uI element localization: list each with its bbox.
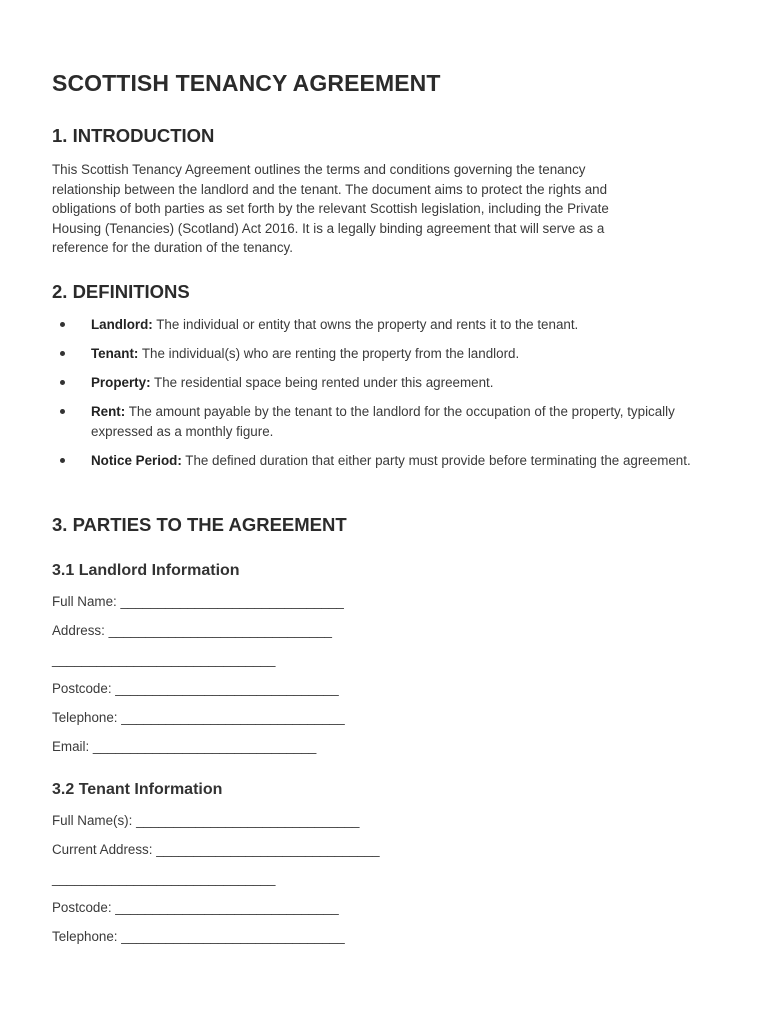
intro-line: This Scottish Tenancy Agreement outlines the terms and conditions governing the tenancy [52, 162, 586, 177]
definition-item [52, 451, 717, 471]
bullet-icon [60, 351, 65, 356]
intro-line: obligations of both parties as set forth by the relevant Scottish legislation, including the Private [52, 201, 609, 217]
definition-term: Rent: [91, 404, 126, 420]
intro-line: Housing (Tenancies) (Scotland) Act 2016. It is a legally binding agreement that will serve as a [52, 220, 605, 236]
bullet-icon [60, 380, 65, 385]
tenant-full-names-field[interactable]: Full Name(s): ______________________________ [52, 813, 360, 828]
landlord-full-name-field[interactable]: Full Name: ______________________________ [52, 594, 344, 609]
bullet-icon [60, 458, 65, 463]
definition-item [52, 373, 717, 393]
introduction-paragraph [52, 160, 702, 258]
definition-text: The individual or entity that owns the property and rents it to the tenant. [152, 317, 579, 332]
section-heading-definitions: 2. DEFINITIONS [52, 281, 190, 302]
intro-line: relationship between the landlord and the tenant. The document aims to protect the rights and [52, 181, 608, 197]
definition-text: The amount payable by the tenant to the landlord for the occupation of the property, typically expressed as a monthly figure. [91, 404, 675, 439]
bullet-icon [60, 409, 65, 414]
definitions-list [52, 315, 717, 480]
definition-term: Property: [91, 375, 151, 391]
section-heading-introduction: 1. INTRODUCTION [52, 125, 215, 146]
section-heading-parties: 3. PARTIES TO THE AGREEMENT [52, 514, 347, 535]
definition-text: The individual(s) who are renting the property from the landlord. [138, 346, 520, 362]
landlord-email-field[interactable]: Email: ______________________________ [52, 739, 317, 754]
definition-item [52, 344, 717, 364]
tenant-current-address-field[interactable]: Current Address: ______________________________ [52, 842, 380, 857]
tenant-telephone-field[interactable]: Telephone: ______________________________ [52, 929, 345, 944]
definition-term: Tenant: [91, 346, 139, 362]
landlord-address-field[interactable]: Address: ______________________________ [52, 623, 332, 638]
landlord-telephone-field[interactable]: Telephone: ______________________________ [52, 710, 345, 725]
tenant-address-line2-field[interactable]: ______________________________ [52, 871, 276, 886]
definition-term: Landlord: [91, 317, 153, 332]
definition-text: The defined duration that either party must provide before terminating the agreement. [181, 452, 691, 468]
definition-item [52, 315, 717, 335]
tenant-postcode-field[interactable]: Postcode: ______________________________ [52, 900, 339, 915]
bullet-icon [60, 322, 65, 327]
definition-term: Notice Period: [91, 452, 182, 468]
definition-item [52, 402, 717, 441]
subsection-heading-tenant: 3.2 Tenant Information [52, 781, 223, 798]
intro-line: reference for the duration of the tenancy. [52, 240, 293, 256]
subsection-heading-landlord: 3.1 Landlord Information [52, 562, 240, 579]
definition-text: The residential space being rented under this agreement. [150, 375, 494, 391]
landlord-postcode-field[interactable]: Postcode: ______________________________ [52, 681, 339, 696]
landlord-address-line2-field[interactable]: ______________________________ [52, 652, 276, 667]
document-title: SCOTTISH TENANCY AGREEMENT [52, 70, 441, 96]
